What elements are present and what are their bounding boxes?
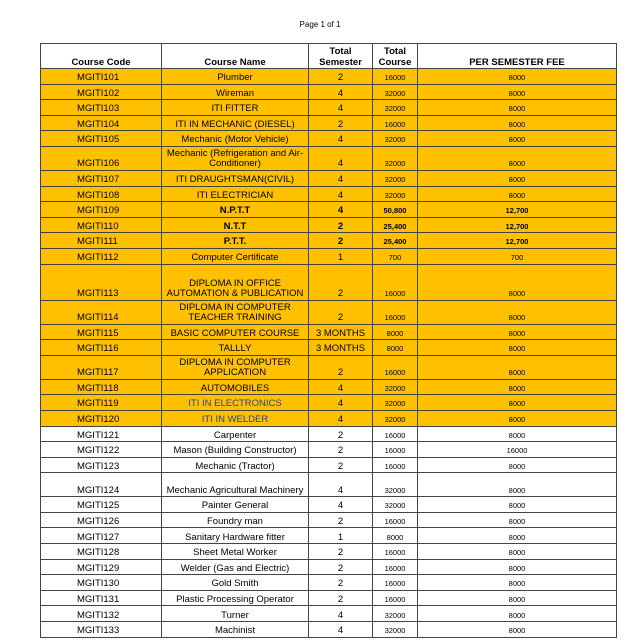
per-semester-fee-cell: 8000 bbox=[418, 300, 617, 324]
course-name-cell: ITI IN WELDER bbox=[162, 410, 309, 426]
total-semester-cell: 4 bbox=[309, 379, 373, 395]
per-semester-fee-cell: 8000 bbox=[418, 69, 617, 85]
course-code-cell: MGITI128 bbox=[41, 544, 162, 560]
course-name-cell: ITI FITTER bbox=[162, 100, 309, 116]
course-code-cell: MGITI113 bbox=[41, 264, 162, 300]
total-course-cell: 8000 bbox=[373, 528, 418, 544]
table-row bbox=[41, 264, 617, 300]
per-semester-fee-cell: 8000 bbox=[418, 131, 617, 147]
total-course-cell: 16000 bbox=[373, 442, 418, 458]
table-row bbox=[41, 233, 617, 249]
per-semester-fee-cell: 700 bbox=[418, 248, 617, 264]
course-code-cell: MGITI107 bbox=[41, 170, 162, 186]
table-row bbox=[41, 559, 617, 575]
course-code-cell: MGITI108 bbox=[41, 186, 162, 202]
course-code-cell: MGITI105 bbox=[41, 131, 162, 147]
total-semester-cell: 2 bbox=[309, 300, 373, 324]
total-course-cell: 32000 bbox=[373, 410, 418, 426]
table-row bbox=[41, 473, 617, 497]
per-semester-fee-cell: 8000 bbox=[418, 395, 617, 411]
course-code-cell: MGITI111 bbox=[41, 233, 162, 249]
total-semester-cell: 2 bbox=[309, 457, 373, 473]
table-row bbox=[41, 457, 617, 473]
total-semester-cell: 2 bbox=[309, 559, 373, 575]
total-course-cell: 16000 bbox=[373, 426, 418, 442]
per-semester-fee-cell: 12,700 bbox=[418, 217, 617, 233]
table-row bbox=[41, 217, 617, 233]
course-name-cell: ITI IN ELECTRONICS bbox=[162, 395, 309, 411]
per-semester-fee-cell: 8000 bbox=[418, 146, 617, 170]
total-semester-cell: 4 bbox=[309, 395, 373, 411]
per-semester-fee-cell: 8000 bbox=[418, 575, 617, 591]
total-semester-cell: 2 bbox=[309, 69, 373, 85]
total-course-cell: 25,400 bbox=[373, 233, 418, 249]
total-semester-cell: 1 bbox=[309, 248, 373, 264]
course-name-cell: ITI ELECTRICIAN bbox=[162, 186, 309, 202]
course-name-cell: Welder (Gas and Electric) bbox=[162, 559, 309, 575]
course-code-cell: MGITI121 bbox=[41, 426, 162, 442]
course-name-cell: TALLLY bbox=[162, 340, 309, 356]
table-row bbox=[41, 146, 617, 170]
total-semester-cell: 4 bbox=[309, 202, 373, 218]
course-code-cell: MGITI123 bbox=[41, 457, 162, 473]
table-row bbox=[41, 324, 617, 340]
per-semester-fee-cell: 12,700 bbox=[418, 233, 617, 249]
header-total-course bbox=[373, 44, 418, 69]
table-row bbox=[41, 300, 617, 324]
per-semester-fee-cell: 8000 bbox=[418, 324, 617, 340]
course-code-cell: MGITI112 bbox=[41, 248, 162, 264]
course-code-cell: MGITI106 bbox=[41, 146, 162, 170]
course-name-cell: Sheet Metal Worker bbox=[162, 544, 309, 560]
header-semester-line1: Total bbox=[329, 46, 352, 57]
course-name-cell: Sanitary Hardware fitter bbox=[162, 528, 309, 544]
course-code-cell: MGITI125 bbox=[41, 497, 162, 513]
course-name-cell: Gold Smith bbox=[162, 575, 309, 591]
total-course-cell: 50,800 bbox=[373, 202, 418, 218]
per-semester-fee-cell: 8000 bbox=[418, 473, 617, 497]
per-semester-fee-cell: 8000 bbox=[418, 264, 617, 300]
total-semester-cell: 2 bbox=[309, 512, 373, 528]
header-course-line2: Course bbox=[378, 57, 412, 68]
total-semester-cell: 4 bbox=[309, 84, 373, 100]
header-semester-line2: Semester bbox=[319, 57, 362, 68]
total-course-cell: 32000 bbox=[373, 606, 418, 622]
total-semester-cell: 2 bbox=[309, 442, 373, 458]
table-row bbox=[41, 395, 617, 411]
course-code-cell: MGITI117 bbox=[41, 355, 162, 379]
course-code-cell: MGITI104 bbox=[41, 115, 162, 131]
course-name-cell: P.T.T. bbox=[162, 233, 309, 249]
total-semester-cell: 2 bbox=[309, 264, 373, 300]
page-label: Page 1 of 1 bbox=[299, 20, 341, 29]
course-name-cell: N.P.T.T bbox=[162, 202, 309, 218]
per-semester-fee-cell: 16000 bbox=[418, 442, 617, 458]
table-row bbox=[41, 575, 617, 591]
table-row bbox=[41, 442, 617, 458]
header-per-semester-fee: PER SEMESTER FEE bbox=[418, 44, 617, 69]
course-name-cell: DIPLOMA IN COMPUTER APPLICATION bbox=[162, 355, 309, 379]
total-semester-cell: 2 bbox=[309, 115, 373, 131]
course-code-cell: MGITI118 bbox=[41, 379, 162, 395]
per-semester-fee-cell: 8000 bbox=[418, 512, 617, 528]
per-semester-fee-cell: 8000 bbox=[418, 528, 617, 544]
table-row bbox=[41, 497, 617, 513]
course-name-cell: BASIC COMPUTER COURSE bbox=[162, 324, 309, 340]
course-code-cell: MGITI119 bbox=[41, 395, 162, 411]
total-course-cell: 25,400 bbox=[373, 217, 418, 233]
total-course-cell: 32000 bbox=[373, 131, 418, 147]
table-row bbox=[41, 512, 617, 528]
total-course-cell: 32000 bbox=[373, 379, 418, 395]
table-row bbox=[41, 410, 617, 426]
course-name-cell: DIPLOMA IN OFFICE AUTOMATION & PUBLICATION bbox=[162, 264, 309, 300]
total-semester-cell: 2 bbox=[309, 426, 373, 442]
total-course-cell: 32000 bbox=[373, 395, 418, 411]
table-row bbox=[41, 202, 617, 218]
table-row bbox=[41, 622, 617, 638]
per-semester-fee-cell: 8000 bbox=[418, 457, 617, 473]
course-name-cell: DIPLOMA IN COMPUTER TEACHER TRAINING bbox=[162, 300, 309, 324]
total-course-cell: 16000 bbox=[373, 544, 418, 560]
table-row bbox=[41, 544, 617, 560]
per-semester-fee-cell: 8000 bbox=[418, 544, 617, 560]
course-name-cell: ITI IN MECHANIC (DIESEL) bbox=[162, 115, 309, 131]
table-row bbox=[41, 590, 617, 606]
table-row bbox=[41, 131, 617, 147]
total-course-cell: 32000 bbox=[373, 473, 418, 497]
total-course-cell: 32000 bbox=[373, 622, 418, 638]
per-semester-fee-cell: 8000 bbox=[418, 622, 617, 638]
course-code-cell: MGITI116 bbox=[41, 340, 162, 356]
total-semester-cell: 3 MONTHS bbox=[309, 324, 373, 340]
course-name-cell: Plastic Processing Operator bbox=[162, 590, 309, 606]
total-semester-cell: 2 bbox=[309, 544, 373, 560]
total-course-cell: 32000 bbox=[373, 497, 418, 513]
course-name-cell: Computer Certificate bbox=[162, 248, 309, 264]
total-semester-cell: 4 bbox=[309, 170, 373, 186]
total-course-cell: 32000 bbox=[373, 100, 418, 116]
course-name-cell: Carpenter bbox=[162, 426, 309, 442]
course-code-cell: MGITI101 bbox=[41, 69, 162, 85]
course-name-cell: N.T.T bbox=[162, 217, 309, 233]
total-course-cell: 16000 bbox=[373, 69, 418, 85]
per-semester-fee-cell: 8000 bbox=[418, 186, 617, 202]
course-name-cell: ITI DRAUGHTSMAN(CIVIL) bbox=[162, 170, 309, 186]
total-course-cell: 16000 bbox=[373, 512, 418, 528]
course-code-cell: MGITI102 bbox=[41, 84, 162, 100]
total-semester-cell: 4 bbox=[309, 186, 373, 202]
course-code-cell: MGITI115 bbox=[41, 324, 162, 340]
course-code-cell: MGITI120 bbox=[41, 410, 162, 426]
total-semester-cell: 4 bbox=[309, 131, 373, 147]
per-semester-fee-cell: 8000 bbox=[418, 170, 617, 186]
per-semester-fee-cell: 8000 bbox=[418, 340, 617, 356]
total-semester-cell: 4 bbox=[309, 410, 373, 426]
total-course-cell: 32000 bbox=[373, 170, 418, 186]
course-code-cell: MGITI114 bbox=[41, 300, 162, 324]
course-name-cell: Wireman bbox=[162, 84, 309, 100]
header-course-line1: Total bbox=[384, 46, 406, 57]
total-course-cell: 32000 bbox=[373, 84, 418, 100]
header-total-semester bbox=[309, 44, 373, 69]
table-row bbox=[41, 186, 617, 202]
course-name-cell: Mechanic (Motor Vehicle) bbox=[162, 131, 309, 147]
per-semester-fee-cell: 8000 bbox=[418, 355, 617, 379]
per-semester-fee-cell: 8000 bbox=[418, 410, 617, 426]
total-course-cell: 16000 bbox=[373, 575, 418, 591]
total-course-cell: 32000 bbox=[373, 186, 418, 202]
per-semester-fee-cell: 8000 bbox=[418, 606, 617, 622]
total-semester-cell: 2 bbox=[309, 355, 373, 379]
course-name-cell: Foundry man bbox=[162, 512, 309, 528]
total-semester-cell: 2 bbox=[309, 575, 373, 591]
per-semester-fee-cell: 8000 bbox=[418, 379, 617, 395]
course-fee-table bbox=[40, 43, 617, 638]
total-semester-cell: 4 bbox=[309, 606, 373, 622]
total-semester-cell: 4 bbox=[309, 622, 373, 638]
total-course-cell: 32000 bbox=[373, 146, 418, 170]
course-name-cell: AUTOMOBILES bbox=[162, 379, 309, 395]
table-row bbox=[41, 115, 617, 131]
total-semester-cell: 4 bbox=[309, 473, 373, 497]
course-code-cell: MGITI124 bbox=[41, 473, 162, 497]
table-row bbox=[41, 355, 617, 379]
per-semester-fee-cell: 8000 bbox=[418, 590, 617, 606]
total-course-cell: 16000 bbox=[373, 559, 418, 575]
table-header-row bbox=[41, 44, 617, 69]
table-row bbox=[41, 528, 617, 544]
course-code-cell: MGITI122 bbox=[41, 442, 162, 458]
course-code-cell: MGITI131 bbox=[41, 590, 162, 606]
course-code-cell: MGITI129 bbox=[41, 559, 162, 575]
table-row bbox=[41, 84, 617, 100]
per-semester-fee-cell: 12,700 bbox=[418, 202, 617, 218]
table-row bbox=[41, 426, 617, 442]
course-code-cell: MGITI132 bbox=[41, 606, 162, 622]
course-code-cell: MGITI130 bbox=[41, 575, 162, 591]
course-code-cell: MGITI109 bbox=[41, 202, 162, 218]
total-course-cell: 16000 bbox=[373, 264, 418, 300]
table-row bbox=[41, 606, 617, 622]
total-course-cell: 700 bbox=[373, 248, 418, 264]
total-course-cell: 16000 bbox=[373, 355, 418, 379]
total-course-cell: 8000 bbox=[373, 324, 418, 340]
per-semester-fee-cell: 8000 bbox=[418, 426, 617, 442]
course-code-cell: MGITI126 bbox=[41, 512, 162, 528]
total-semester-cell: 2 bbox=[309, 590, 373, 606]
table-row bbox=[41, 100, 617, 116]
header-course-name: Course Name bbox=[162, 44, 309, 69]
total-course-cell: 8000 bbox=[373, 340, 418, 356]
course-name-cell: Turner bbox=[162, 606, 309, 622]
total-course-cell: 16000 bbox=[373, 590, 418, 606]
course-name-cell: Mechanic Agricultural Machinery bbox=[162, 473, 309, 497]
course-name-cell: Mechanic (Refrigeration and Air-Conditioner) bbox=[162, 146, 309, 170]
total-semester-cell: 2 bbox=[309, 217, 373, 233]
course-code-cell: MGITI133 bbox=[41, 622, 162, 638]
table-row bbox=[41, 69, 617, 85]
per-semester-fee-cell: 8000 bbox=[418, 497, 617, 513]
total-semester-cell: 4 bbox=[309, 146, 373, 170]
course-code-cell: MGITI110 bbox=[41, 217, 162, 233]
table-row bbox=[41, 340, 617, 356]
header-course-code: Course Code bbox=[41, 44, 162, 69]
course-name-cell: Mason (Building Constructor) bbox=[162, 442, 309, 458]
total-semester-cell: 2 bbox=[309, 233, 373, 249]
per-semester-fee-cell: 8000 bbox=[418, 100, 617, 116]
table-row bbox=[41, 170, 617, 186]
per-semester-fee-cell: 8000 bbox=[418, 559, 617, 575]
course-name-cell: Mechanic (Tractor) bbox=[162, 457, 309, 473]
total-course-cell: 16000 bbox=[373, 457, 418, 473]
course-code-cell: MGITI127 bbox=[41, 528, 162, 544]
course-name-cell: Plumber bbox=[162, 69, 309, 85]
total-course-cell: 16000 bbox=[373, 115, 418, 131]
course-code-cell: MGITI103 bbox=[41, 100, 162, 116]
table-row bbox=[41, 248, 617, 264]
per-semester-fee-cell: 8000 bbox=[418, 84, 617, 100]
total-semester-cell: 3 MONTHS bbox=[309, 340, 373, 356]
course-name-cell: Painter General bbox=[162, 497, 309, 513]
total-semester-cell: 1 bbox=[309, 528, 373, 544]
total-course-cell: 16000 bbox=[373, 300, 418, 324]
total-semester-cell: 4 bbox=[309, 497, 373, 513]
course-name-cell: Machinist bbox=[162, 622, 309, 638]
per-semester-fee-cell: 8000 bbox=[418, 115, 617, 131]
total-semester-cell: 4 bbox=[309, 100, 373, 116]
table-row bbox=[41, 379, 617, 395]
